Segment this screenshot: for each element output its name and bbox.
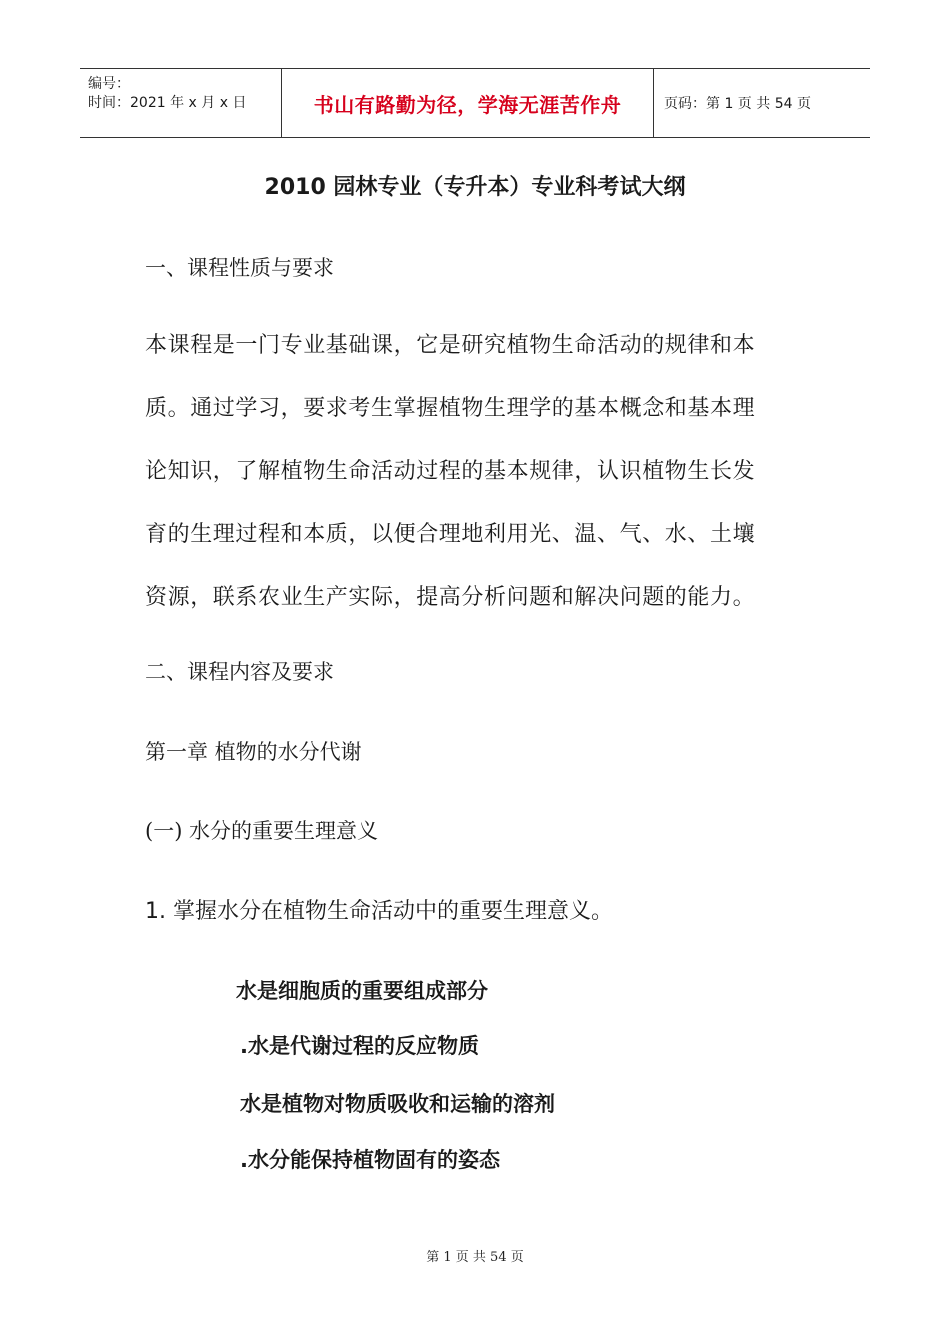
header-meta-cell <box>80 69 282 137</box>
bold-list-item: 水是植物对物质吸收和运输的溶剂 <box>240 1092 555 1116</box>
chapter-heading: 第一章 植物的水分代谢 <box>145 740 362 764</box>
time-label: 时间：2021 年 x 月 x 日 <box>88 95 247 111</box>
number-label: 编号： <box>88 76 130 92</box>
paragraph-line: 论知识，了解植物生命活动过程的基本规律，认识植物生长发 <box>145 459 756 484</box>
page-info: 页码：第 1 页 共 54 页 <box>664 96 811 112</box>
point-number: 1. <box>145 899 166 924</box>
section-heading-1: 一、课程性质与要求 <box>145 256 334 280</box>
paragraph-line: 本课程是一门专业基础课，它是研究植物生命活动的规律和本 <box>145 333 756 358</box>
bold-list-item: .水是代谢过程的反应物质 <box>240 1034 479 1058</box>
document-header <box>80 68 870 138</box>
section-heading-2: 二、课程内容及要求 <box>145 660 334 684</box>
point-text: 掌握水分在植物生命活动中的重要生理意义。 <box>173 899 614 924</box>
page-footer: 第 1 页 共 54 页 <box>426 1250 524 1265</box>
header-motto-cell <box>282 69 654 137</box>
subsection-heading: (一) 水分的重要生理意义 <box>145 819 379 843</box>
numbered-point <box>145 894 613 925</box>
bold-list-item: 水是细胞质的重要组成部分 <box>236 979 488 1003</box>
paragraph-line: 育的生理过程和本质，以便合理地利用光、温、气、水、土壤 <box>145 522 756 547</box>
motto: 书山有路勤为径，学海无涯苦作舟 <box>313 92 622 117</box>
header-page-cell <box>654 69 870 137</box>
bold-list-item: .水分能保持植物固有的姿态 <box>240 1148 500 1172</box>
document-title: 2010 园林专业（专升本）专业科考试大纲 <box>264 175 686 200</box>
paragraph-line: 质。通过学习，要求考生掌握植物生理学的基本概念和基本理 <box>145 396 756 421</box>
paragraph-line: 资源，联系农业生产实际，提高分析问题和解决问题的能力。 <box>145 585 756 610</box>
